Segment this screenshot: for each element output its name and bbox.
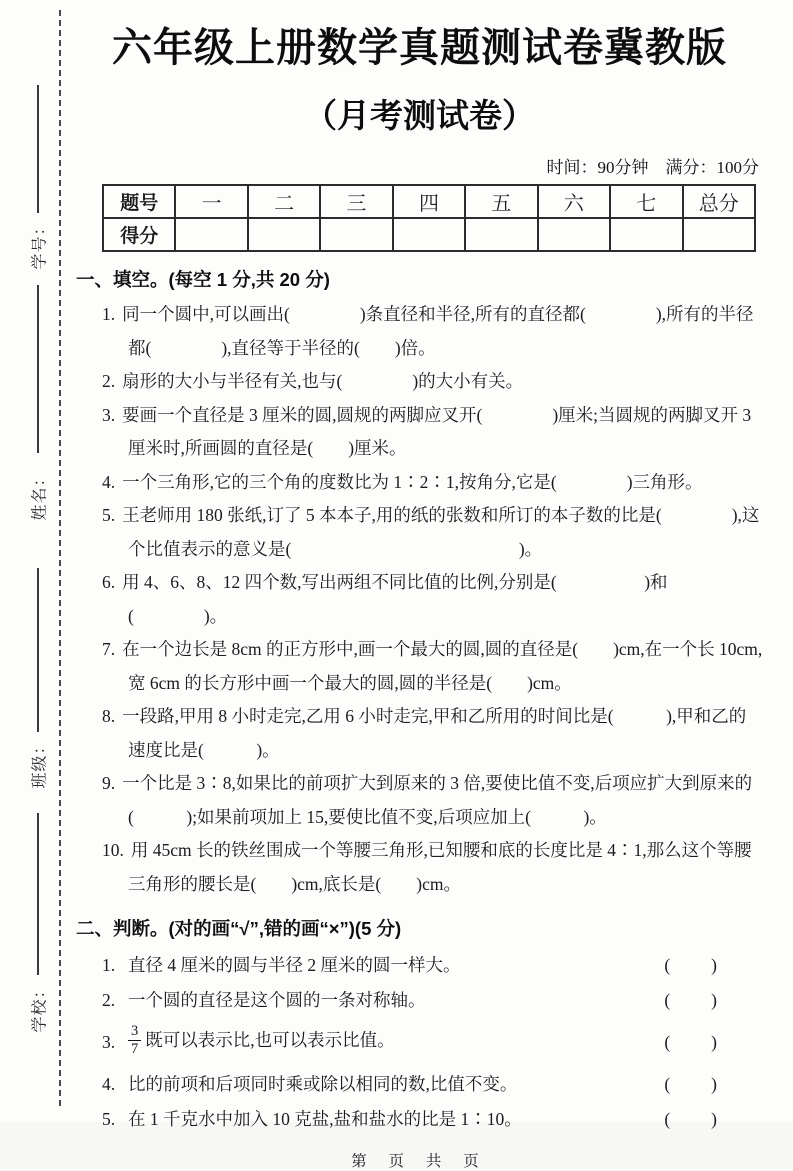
- student-name-label: 姓名：: [31, 469, 49, 521]
- fill-blank-question: [76, 365, 763, 399]
- school-blank-line: [37, 813, 39, 975]
- question-text: 用 4、6、8、12 四个数,写出两组不同比值的比例,分别是( )和( )。: [122, 572, 668, 626]
- question-text: [128, 988, 664, 1012]
- question-number: 4.: [102, 1074, 116, 1095]
- fill-blank-question: [76, 633, 763, 700]
- question-text: [128, 1023, 664, 1061]
- question-text-body: 一个圆的直径是这个圆的一条对称轴。: [128, 990, 426, 1010]
- fraction-denominator: 7: [131, 1040, 139, 1057]
- score-empty-cell: [320, 218, 392, 251]
- question-number: 5.: [102, 505, 116, 525]
- paper-subtitle: （月考测试卷）: [304, 97, 535, 134]
- fill-blank-question: [76, 399, 763, 466]
- score-header-cell: 六: [538, 185, 610, 218]
- class-label: 班级：: [31, 737, 49, 789]
- score-table-score-row: [103, 218, 755, 251]
- score-header-cell: 总分: [683, 185, 756, 218]
- answer-bracket: ( ): [664, 1109, 719, 1130]
- question-text: 在一个边长是 8cm 的正方形中,画一个最大的圆,圆的直径是( )cm,在一个长 10cm,宽 6cm 的长方形中画一个最大的圆,圆的半径是( )cm。: [122, 639, 763, 693]
- question-number: 1.: [102, 304, 116, 324]
- score-row-label: 得分: [103, 218, 175, 251]
- score-header-cell: 七: [610, 185, 682, 218]
- fill-blank-question: [76, 834, 763, 901]
- page-footer: 第 页 共 页: [351, 1153, 488, 1171]
- score-header-cell: 二: [248, 185, 320, 218]
- question-text: 同一个圆中,可以画出( )条直径和半径,所有的直径都( ),所有的半径都( ),直径等于半径的( )倍。: [122, 304, 754, 358]
- judge-question-list: [76, 953, 763, 1131]
- judge-question: [76, 1107, 763, 1131]
- judge-question: [76, 1072, 763, 1096]
- score-table: [102, 184, 756, 252]
- question-text: 一个比是 3∶8,如果比的前项扩大到原来的 3 倍,要使比值不变,后项应扩大到原来的( );如果前项加上 15,要使比值不变,后项应加上( )。: [122, 773, 753, 827]
- fraction-numerator: 3: [128, 1023, 141, 1041]
- fraction: [128, 1023, 141, 1057]
- score-header-cell: 一: [175, 185, 247, 218]
- question-text-body: 比的前项和后项同时乘或除以相同的数,比值不变。: [128, 1074, 518, 1095]
- question-number: 6.: [102, 572, 116, 592]
- score-header-cell: 五: [465, 185, 537, 218]
- answer-bracket: ( ): [664, 1074, 719, 1095]
- question-text: 一个三角形,它的三个角的度数比为 1∶2∶1,按角分,它是( )三角形。: [122, 471, 703, 492]
- score-empty-cell: [538, 218, 610, 251]
- judge-question: [76, 953, 763, 977]
- fill-blank-question: [76, 466, 763, 500]
- question-text-body: 既可以表示比,也可以表示比值。: [145, 1030, 395, 1051]
- fill-blank-question: [76, 566, 763, 633]
- question-text-body: 直径 4 厘米的圆与半径 2 厘米的圆一样大。: [128, 955, 461, 975]
- question-number: 2.: [102, 371, 116, 391]
- score-empty-cell: [610, 218, 682, 251]
- seal-dashed-line: [59, 10, 61, 1106]
- answer-bracket: ( ): [664, 1032, 719, 1053]
- score-table-header-row: [103, 185, 755, 218]
- question-number: 5.: [102, 1109, 116, 1130]
- answer-bracket: ( ): [664, 990, 719, 1010]
- student-id-blank-line: [37, 85, 39, 213]
- question-number: 3.: [102, 1032, 116, 1053]
- question-text: 要画一个直径是 3 厘米的圆,圆规的两脚应叉开( )厘米;当圆规的两脚叉开 3 厘米时,所画圆的直径是( )厘米。: [122, 404, 752, 458]
- fill-blank-question: [76, 767, 763, 834]
- section1-heading: 一、填空。(每空 1 分,共 20 分): [76, 269, 330, 290]
- score-empty-cell: [175, 218, 247, 251]
- student-id-label: 学号：: [31, 218, 49, 270]
- student-name-blank-line: [37, 285, 39, 453]
- question-text: 用 45cm 长的铁丝围成一个等腰三角形,已知腰和底的长度比是 4∶1,那么这个等腰三角形的腰长是( )cm,底长是( )cm。: [128, 840, 752, 894]
- score-empty-cell: [465, 218, 537, 251]
- question-number: 1.: [102, 955, 116, 975]
- fill-blank-question-list: [76, 298, 763, 901]
- main-content: [76, 0, 763, 1171]
- question-number: 9.: [102, 773, 116, 793]
- answer-bracket: ( ): [664, 955, 719, 975]
- question-text: 一段路,甲用 8 小时走完,乙用 6 小时走完,甲和乙所用的时间比是( ),甲和乙的速度比是( )。: [122, 706, 747, 760]
- score-header-cell: 四: [393, 185, 465, 218]
- question-number: 3.: [102, 404, 116, 425]
- fill-blank-question: [76, 700, 763, 767]
- school-label: 学校：: [31, 981, 49, 1033]
- section2-heading: 二、判断。(对的画“√”,错的画“×”)(5 分): [76, 918, 402, 939]
- question-number: 8.: [102, 706, 116, 726]
- fill-blank-question: [76, 298, 763, 365]
- time-score-info: 时间：90分钟 满分：100分: [546, 158, 759, 177]
- judge-question: [76, 1023, 763, 1061]
- question-text: 王老师用 180 张纸,订了 5 本本子,用的纸的张数和所订的本子数的比是( ),这个比值表示的意义是( )。: [122, 505, 760, 559]
- judge-question: [76, 988, 763, 1012]
- class-blank-line: [37, 568, 39, 732]
- question-number: 7.: [102, 639, 116, 659]
- score-empty-cell: [683, 218, 756, 251]
- question-number: 10.: [102, 840, 124, 860]
- score-header-cell: 三: [320, 185, 392, 218]
- question-text: [128, 953, 664, 977]
- score-empty-cell: [393, 218, 465, 251]
- question-text-body: 在 1 千克水中加入 10 克盐,盐和盐水的比是 1∶10。: [128, 1109, 522, 1130]
- question-number: 2.: [102, 990, 116, 1010]
- score-header-cell: 题号: [103, 185, 175, 218]
- question-text: 扇形的大小与半径有关,也与( )的大小有关。: [122, 371, 524, 391]
- question-text: [128, 1072, 664, 1096]
- question-text: [128, 1107, 664, 1131]
- paper-title: 六年级上册数学真题测试卷冀教版: [112, 26, 727, 70]
- question-number: 4.: [102, 471, 116, 492]
- score-empty-cell: [248, 218, 320, 251]
- fill-blank-question: [76, 499, 763, 566]
